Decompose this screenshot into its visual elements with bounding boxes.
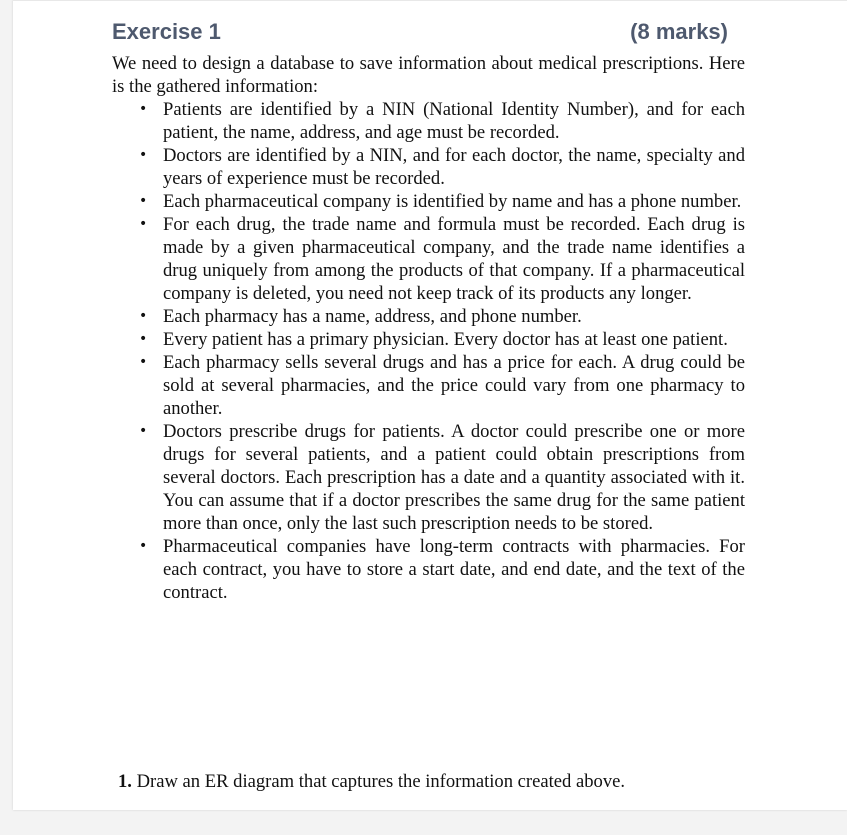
question-number: 1. [118,771,132,792]
bullet-icon: • [139,193,148,209]
bullet-icon: • [139,216,148,232]
requirement-item: • For each drug, the trade name and formula must be recorded. Each drug is made by a given pharmaceutical company, and the trade name identifies a drug uniquely from among the products of that company. If a pharmaceutical company is deleted, you need not keep track of its products any longer. [139,214,745,304]
question-text: Draw an ER diagram that captures the information created above. [136,771,626,792]
bullet-icon: • [139,354,148,370]
exercise-body [112,52,745,604]
intro-paragraph: We need to design a database to save information about medical prescriptions. Here is the gathered information: [112,53,745,97]
requirement-item: • Patients are identified by a NIN (National Identity Number), and for each patient, the name, address, and age must be recorded. [139,99,745,143]
requirement-item: • Pharmaceutical companies have long-term contracts with pharmacies. For each contract, you have to store a start date, and end date, and the text of the contract. [139,536,745,603]
bullet-icon: • [139,147,148,163]
bullet-icon: • [139,331,148,347]
bullet-icon: • [139,308,148,324]
bullet-icon: • [139,101,148,117]
requirement-item: • Each pharmaceutical company is identified by name and has a phone number. [139,191,742,212]
bullet-icon: • [139,423,148,439]
document-page [13,0,847,810]
requirement-item: • Each pharmacy sells several drugs and has a price for each. A drug could be sold at several pharmacies, and the price could vary from one pharmacy to another. [139,352,745,419]
exercise-title: Exercise 1 [112,19,221,44]
exercise-marks: (8 marks) [630,19,728,44]
requirement-item: • Each pharmacy has a name, address, and phone number. [139,306,582,327]
exercise-heading [112,19,728,45]
requirement-item: • Doctors are identified by a NIN, and for each doctor, the name, specialty and years of experience must be recorded. [139,145,745,189]
requirements-list [112,98,745,604]
question-1 [118,770,625,793]
requirement-item: • Every patient has a primary physician. Every doctor has at least one patient. [139,329,728,350]
bullet-icon: • [139,538,148,554]
requirement-item: • Doctors prescribe drugs for patients. A doctor could prescribe one or more drugs for several patients, and a patient could obtain prescriptions from several doctors. Each prescription has a date and a quantity associated with it. You can assume that if a doctor prescribes the same drug for the same patient more than once, only the last such prescription needs to be stored. [139,421,745,534]
